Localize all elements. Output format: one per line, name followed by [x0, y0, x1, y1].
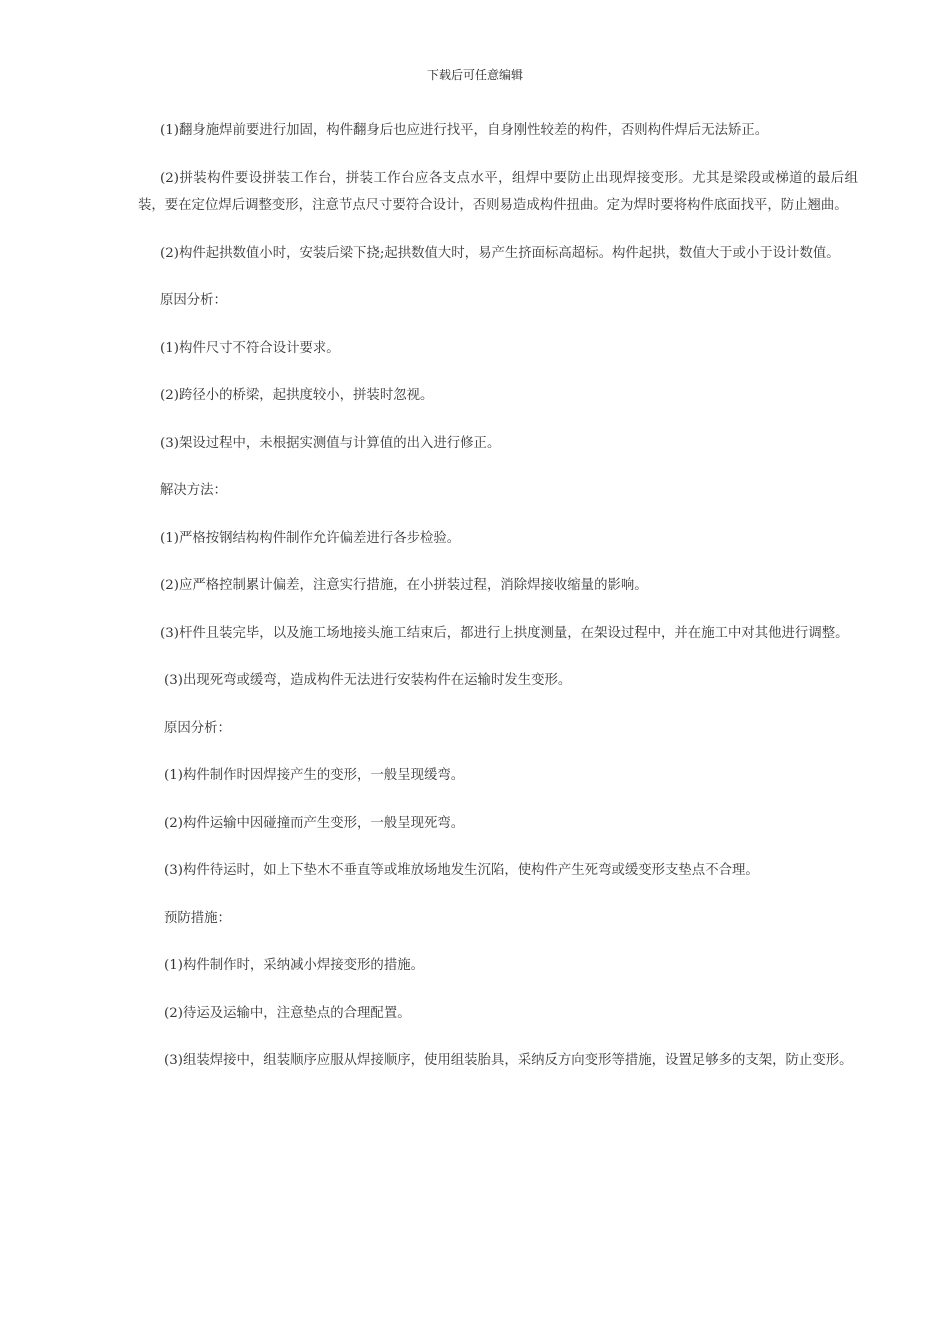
paragraph-10: (2)应严格控制累计偏差，注意实行措施，在小拼装过程，消除焊接收缩量的影响。 — [160, 578, 648, 593]
paragraph-16: (3)构件待运时，如上下垫木不垂直等或堆放场地发生沉陷，使构件产生死弯或缓变形支垫点不合理。 — [164, 863, 759, 878]
paragraph-15: (2)构件运输中因碰撞而产生变形，一般呈现死弯。 — [164, 815, 465, 831]
paragraph-14: (1)构件制作时因焊接产生的变形，一般呈现缓弯。 — [164, 768, 465, 783]
paragraph-6: (2)跨径小的桥梁，起拱度较小，拼装时忽视。 — [160, 388, 434, 403]
paragraph-1: (1)翻身施焊前要进行加固，构件翻身后也应进行找平，自身刚性较差的构件，否则构件焊后无法矫正。 — [160, 123, 769, 138]
paragraph-3: (2)构件起拱数值小时，安装后梁下挠;起拱数值大时，易产生挤面标高超标。构件起拱，数值大于或小于设计数值。 — [160, 245, 840, 261]
section-heading-prevention: 预防措施： — [164, 910, 231, 926]
section-heading-solution: 解决方法： — [160, 483, 227, 498]
paragraph-5: (1)构件尺寸不符合设计要求。 — [160, 340, 340, 356]
paragraph-12: (3)出现死弯或缓弯，造成构件无法进行安装构件在运输时发生变形。 — [164, 673, 572, 688]
paragraph-2: (2)拼装构件要设拼装工作台，拼装工作台应各支点水平，组焊中要防止出现焊接变形。尤其是梁段或梯道的最后组装，要在定位焊后调整变形，注意节点尺寸要符合设计，否则易造成构件扭曲。定为焊时要将构件底面找平，防止翘曲。 — [138, 170, 858, 213]
paragraph-11: (3)杆件且装完毕，以及施工场地接头施工结束后，都进行上拱度测量，在架设过程中，并在施工中对其他进行调整。 — [160, 625, 849, 641]
paragraph-18: (1)构件制作时，采纳减小焊接变形的措施。 — [164, 958, 424, 973]
page-header: 下载后可任意编辑 — [426, 68, 523, 82]
paragraph-19: (2)待运及运输中，注意垫点的合理配置。 — [164, 1005, 411, 1021]
paragraph-9: (1)严格按钢结构构件制作允许偏差进行各步检验。 — [160, 530, 461, 546]
paragraph-7: (3)架设过程中，未根据实测值与计算值的出入进行修正。 — [160, 435, 501, 451]
document-body — [138, 117, 858, 1095]
section-heading-cause-2: 原因分析： — [164, 720, 231, 736]
section-heading-cause-1: 原因分析： — [160, 293, 227, 308]
paragraph-20: (3)组装焊接中，组装顺序应服从焊接顺序，使用组装胎具，采纳反方向变形等措施，设置足够多的支架，防止变形。 — [164, 1053, 853, 1068]
